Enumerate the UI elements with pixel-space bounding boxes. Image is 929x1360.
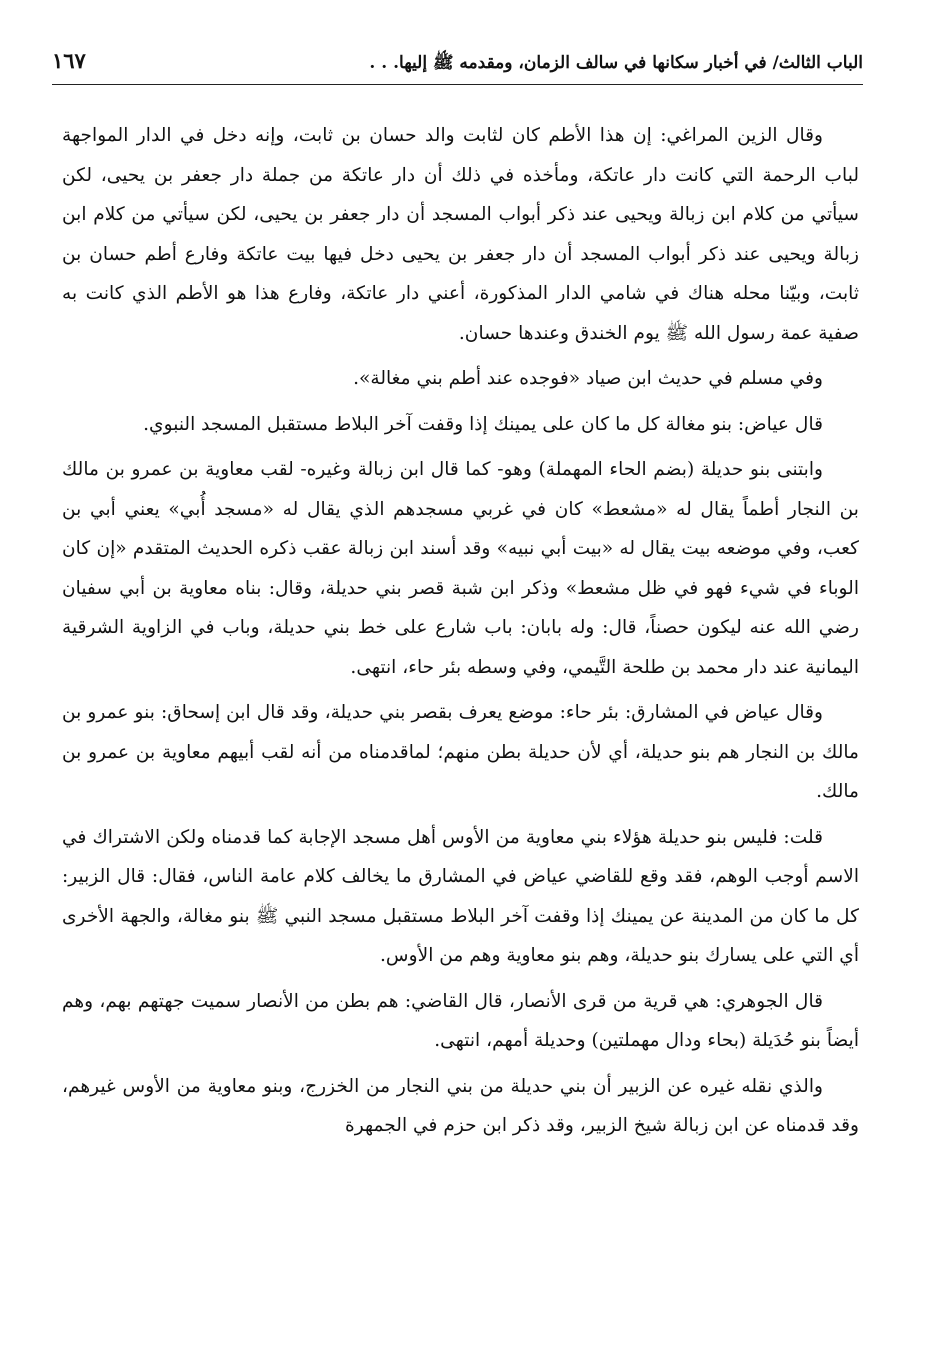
paragraph: وقال عياض في المشارق: بئر حاء: موضع يعرف بقصر بني حديلة، وقد قال ابن إسحاق: بنو عمرو بن مالك بن النجار هم بنو حديلة، أي لأن حديلة بطن منهم؛ لماقدمناه من أنه لقب أبيهم معاوية بن عمرو بن مالك. (62, 702, 859, 802)
page-number: ١٦٧ (52, 48, 86, 73)
paragraph: وابتنى بنو حديلة (بضم الحاء المهملة) وهو- كما قال ابن زبالة وغيره- لقب معاوية بن عمرو بن مالك بن النجار أطماً يقال له «مشعط» كان في غربي مسجدهم الذي يقال له «مسجد أُبي» يعني أبي بن كعب، وفي موضعه بيت يقال له «بيت أبي نبيه» وقد أسند ابن زبالة عقب ذكره الحديث المتقدم «إن كان الوباء في شيء فهو في ظل مشعط» وذكر ابن شبة قصر بني حديلة، وقال: بناه معاوية بن أبي سفيان رضي الله عنه ليكون حصناً، قال: وله بابان: باب شارع على خط بني حديلة، وباب في الزاوية الشرقية اليمانية عند دار محمد بن طلحة التَّيمي، وفي وسطه بئر حاء، انتهى. (62, 459, 859, 678)
body-text (62, 116, 859, 1146)
running-title: الباب الثالث/ في أخبار سكانها في سالف الزمان، ومقدمه ﷺ إليها. . . (369, 53, 863, 73)
page-header (52, 40, 863, 85)
paragraph: والذي نقله غيره عن الزبير أن بني حديلة من بني النجار من الخزرج، وبنو معاوية من الأوس غيرهم، وقد قدمناه عن ابن زبالة شيخ الزبير، وقد ذكر ابن حزم في الجمهرة (62, 1075, 859, 1136)
paragraph: وفي مسلم في حديث ابن صياد «فوجده عند أطم بني مغالة». (353, 368, 823, 389)
paragraph: قال الجوهري: هي قرية من قرى الأنصار، قال القاضي: هم بطن من الأنصار سميت جهتهم بهم، وهم أيضاً بنو حُدَيلة (بحاء ودال مهملتين) وحديلة أمهم، انتهى. (62, 990, 859, 1051)
paragraph: وقال الزين المراغي: إن هذا الأطم كان لثابت والد حسان بن ثابت، وإنه دخل في الدار المواجهة لباب الرحمة التي كانت دار عاتكة، ومأخذه في ذلك أن دار عاتكة من جملة دار جعفر بن يحيى، لكن سيأتي من كلام ابن زبالة ويحيى عند ذكر أبواب المسجد أن دار جعفر بن يحيى، لكن سيأتي من كلام ابن زبالة ويحيى عند ذكر أبواب المسجد أن دار جعفر بن يحيى دخل فيها بيت عاتكة وفارع أطم حسان بن ثابت، وبيّنا محله هناك في شامي الدار المذكورة، أعني دار عاتكة، وفارع هذا هو الأطم الذي كانت به صفية عمة رسول الله ﷺ يوم الخندق وعندها حسان. (62, 125, 859, 344)
paragraph: قلت: فليس بنو حديلة هؤلاء بني معاوية من الأوس أهل مسجد الإجابة كما قدمناه ولكن الاشتراك في الاسم أوجب الوهم، فقد وقع للقاضي عياض في المشارق ما يخالف كلام عامة الناس، فقال: قال الزبير: كل ما كان من المدينة عن يمينك إذا وقفت آخر البلاط مستقبل مسجد النبي ﷺ بنو مغالة، والجهة الأخرى أي التي على يسارك بنو حديلة، وهم بنو معاوية وهم من الأوس. (62, 826, 859, 966)
paragraph: قال عياض: بنو مغالة كل ما كان على يمينك إذا وقفت آخر البلاط مستقبل المسجد النبوي. (143, 413, 823, 435)
